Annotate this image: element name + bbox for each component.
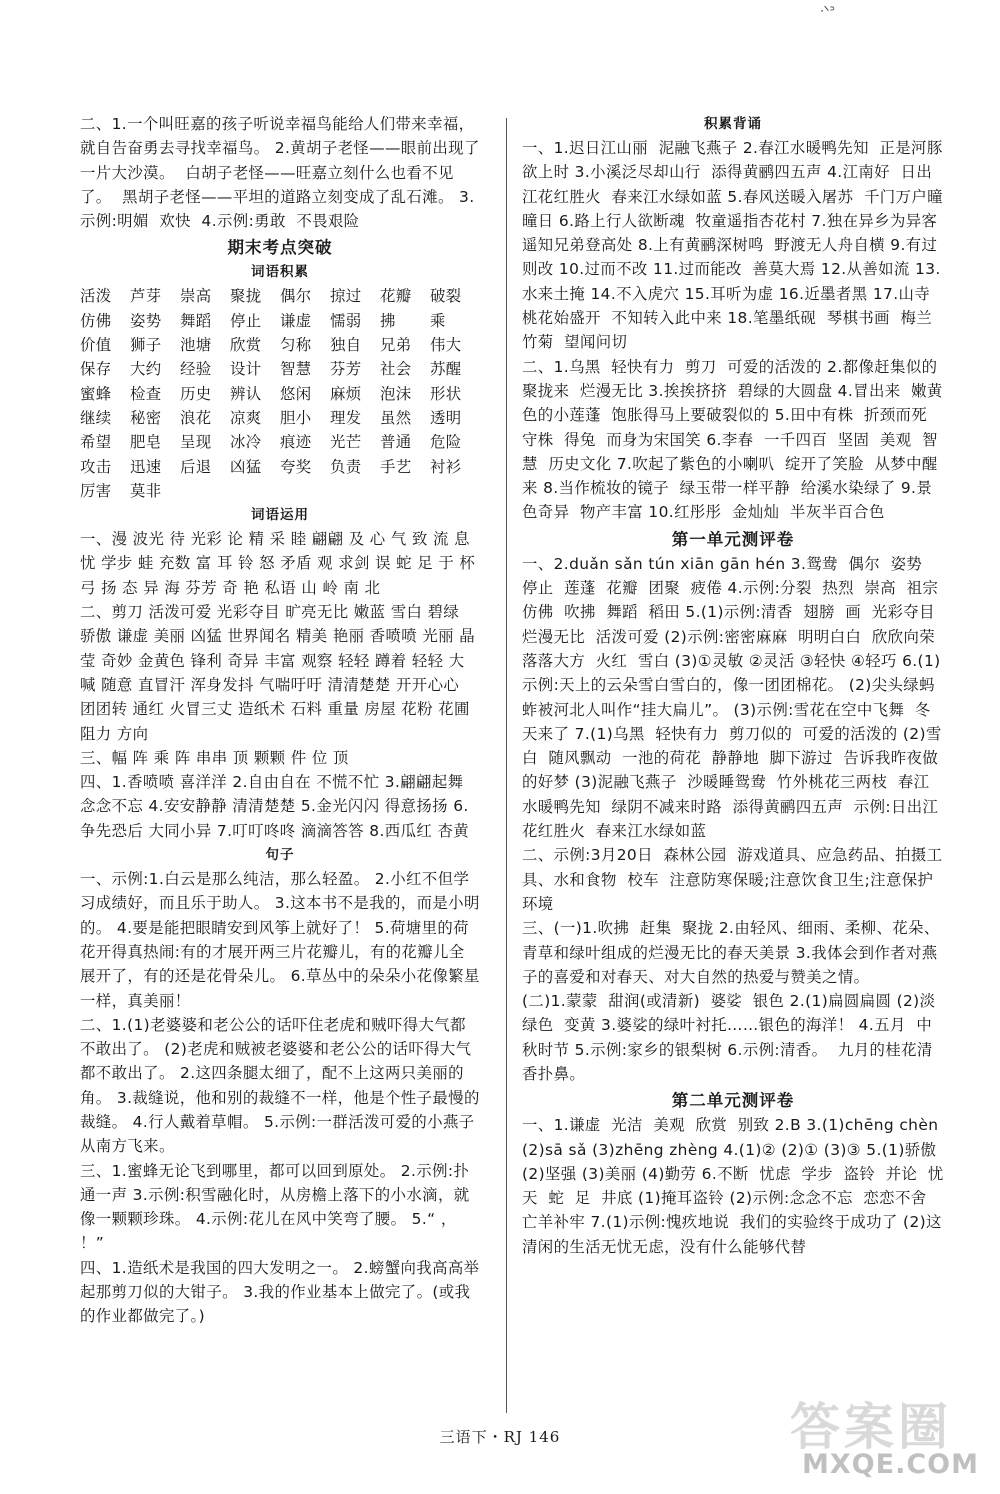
column-divider (506, 118, 507, 1413)
vocab-word: 聚拢 (230, 287, 262, 306)
vocab-word: 胆小 (280, 408, 312, 427)
vocab-word: 希望 (80, 433, 112, 452)
vocab-word: 辨认 (230, 384, 262, 403)
vocab-word: 凉爽 (230, 408, 262, 427)
unit2-test-title: 第二单元测评卷 (671, 1091, 795, 1111)
vocab-word: 掠过 (330, 287, 362, 306)
unit2-q1: 一、1.谦虚 光洁 美观 欣赏 别致 2.B 3.(1)chēng chèn (2)sā sǎ (3)zhēng zhèng 4.(1)② (2)① (3)③ 5.(1)骄傲 (2)坚强 (3)美丽 (4)勤劳 6.不断 忧虑 学步 盗铃 并论 忧天 蛇 足 井底 (1)掩耳盗铃 (2)示例:念念不忘 恋恋不舍 亡羊补牢 7.(1)示例:愧疚地说 我们的实验终于成功了 (2)这清闲的生活无忧无虑，没有什么能够代替 (522, 1116, 944, 1256)
corner-scribble: ᐧᐠᐣ (820, 4, 836, 20)
vocab-usage-heading: 词语运用 (251, 507, 309, 524)
vocab-word: 芬芳 (330, 360, 362, 379)
vocab-word: 普通 (380, 433, 412, 452)
recitation-heading: 积累背诵 (704, 116, 762, 132)
vocab-word: 悠闲 (280, 384, 312, 403)
vocab-word: 手艺 (380, 457, 412, 476)
vocab-word: 衬衫 (430, 457, 462, 476)
vocab-word: 谦虚 (280, 311, 312, 330)
unit1-q1: 一、2.duǎn sǎn tún xiān gān hén 3.鸳鸯 偶尔 姿势 停止 莲蓬 花瓣 团聚 疲倦 4.示例:分裂 热烈 崇高 祖宗 仿佛 吹拂 舞蹈 稻田 5.(1)示例:清香 翅膀 画 光彩夺目 烂漫无比 活泼可爱 (2)示例:密密麻麻 明明白白 欣欣向荣 落落大方 火红 雪白 (3)①灵敏 ②灵活 ③轻快 ④轻巧 6.(1)示例:天上的云朵雪白雪白的，像一团团棉花。 (2)尖头绿蚂蚱被河北人叫作“挂大扁儿”。 (3)示例:雪花在空中飞舞 冬天来了 7.(1)乌黑 轻快有力 剪刀似的 可爱的活泼的 (2)雪白 随风飘动 一池的荷花 静静地 脚下游过 告诉我昨夜做的好梦 (3)泥融飞燕子 沙暖睡鸳鸯 竹外桃花三两枝 春江水暖鸭先知 绿阴不减来时路 添得黄鹂四五声 示例:日出江花红胜火 春来江水绿如蓝 (522, 554, 949, 841)
recitation-q2: 二、1.乌黑 轻快有力 剪刀 可爱的活泼的 2.都像赶集似的聚拢来 烂漫无比 3.挨挨挤挤 碧绿的大圆盘 4.冒出来 嫩黄色的小莲蓬 饱胀得马上要破裂似的 5.田中有株 折颈而死 守株 得兔 而身为宋国笑 6.李春 一千四百 坚固 美观 智慧 历史文化 7.吹起了紫色的小喇叭 绽开了笑脸 从梦中醒来 8.当作梳妆的镜子 绿玉带一样平静 给溪水染绿了 9.景色奇异 物产丰富 10.红彤彤 金灿灿 半灰半百合色 (522, 357, 943, 522)
left-reading-answer: 二、1.一个叫旺嘉的孩子听说幸福鸟能给人们带来幸福，就自告奋勇去寻找幸福鸟。 2.黄胡子老怪——眼前出现了一片大沙漠。 白胡子老怪——旺嘉立刻什么也看不见了。 黑胡子老怪——平坦的道路立刻变成了乱石滩。 3.示例:明媚 欢快 4.示例:勇敢 不畏艰险 (80, 115, 480, 231)
vocab-word: 匀称 (280, 336, 312, 355)
vocab-word: 痕迹 (280, 433, 312, 452)
vocab-usage-q2: 二、剪刀 活泼可爱 光彩夺目 旷亮无比 嫩蓝 雪白 碧绿 骄傲 谦虚 美丽 凶猛 世界闻名 精美 艳丽 香喷喷 光丽 晶莹 奇妙 金黄色 锋利 奇异 丰富 观察 轻轻 蹲着 轻轻 大喊 随意 直冒汗 浑身发抖 气喘吁吁 清清楚楚 开开心心 团团转 通红 火冒三丈 造纸术 石料 重量 房屋 花粉 花圃 阻力 方向 (80, 603, 476, 743)
vocab-word: 迅速 (130, 457, 162, 476)
right-column (522, 112, 949, 1259)
vocab-word: 秘密 (130, 408, 162, 427)
vocab-word: 冰冷 (230, 433, 262, 452)
left-column (80, 112, 480, 1329)
vocab-word: 欣赏 (230, 336, 262, 355)
unit1-q3-part1: 三、(一)1.吹拂 赶集 聚拢 2.由轻风、细雨、柔柳、花朵、青草和绿叶组成的烂漫无比的春天美景 3.我体会到作者对燕子的喜爱和对春天、对大自然的热爱与赞美之情。 (522, 919, 940, 986)
vocab-word: 停止 (230, 311, 262, 330)
unit1-q3-part2: (二)1.蒙蒙 甜润(或清新) 婆娑 银色 2.(1)扁圆扁圆 (2)淡绿色 变黄 3.婆娑的绿叶衬托……银色的海洋！ 4.五月 中秋时节 5.示例:家乡的银梨树 6.示例:清香。 九月的桂花清香扑鼻。 (522, 992, 936, 1083)
watermark-logo-text: 答案圈 (790, 1398, 952, 1456)
sentences-q3: 三、1.蜜蜂无论飞到哪里，都可以回到原处。 2.示例:扑通一声 3.示例:积雪融化时，从房檐上落下的小水滴，就像一颗颗珍珠。 4.示例:花儿在风中笑弯了腰。 5.“ ， ！” (80, 1161, 470, 1253)
vocab-word: 光芒 (330, 433, 362, 452)
vocab-word: 大约 (130, 360, 162, 379)
vocab-word: 伟大 (430, 336, 462, 355)
site-watermark (772, 1385, 979, 1485)
watermark-url: MXQE.COM (802, 1449, 979, 1480)
vocab-word: 虽然 (380, 408, 412, 427)
vocab-word: 厉害 (80, 481, 112, 500)
vocab-word: 继续 (80, 408, 112, 427)
vocab-usage-q1: 一、漫 波光 待 光彩 论 精 采 睦 翩翩 及 心 气 致 流 息 忧 学步 蛙 充数 富 耳 铃 怒 矛盾 观 求剑 误 蛇 足 于 杯弓 扬 态 异 海 芬芳 奇 艳 私语 山 岭 南 北 (80, 530, 476, 597)
vocab-word: 后退 (180, 457, 212, 476)
vocab-word: 凶猛 (230, 457, 262, 476)
unit1-test-title: 第一单元测评卷 (671, 529, 795, 549)
vocab-word: 崇高 (180, 287, 212, 306)
vocab-word: 攻击 (80, 457, 112, 476)
vocab-word: 价值 (80, 336, 112, 355)
vocab-word: 独自 (330, 336, 362, 355)
vocab-word: 浪花 (180, 408, 212, 427)
recitation-q1: 一、1.迟日江山丽 泥融飞燕子 2.春江水暖鸭先知 正是河豚欲上时 3.小溪泛尽却山行 添得黄鹂四五声 4.江南好 日出江花红胜火 春来江水绿如蓝 5.春风送暖入屠苏 千门万户曈曈日 6.路上行人欲断魂 牧童遥指杏花村 7.独在异乡为异客 遥知兄弟登高处 8.上有黄鹂深树鸣 野渡无人舟自横 9.有过则改 10.过而不改 11.过而能改 善莫大焉 12.从善如流 13.水来土掩 14.不入虎穴 15.耳听为虚 16.近墨者黑 17.山寺桃花始盛开 不知转入此中来 18.笔墨纸砚 琴棋书画 梅兰竹菊 望闻问切 (522, 139, 948, 352)
vocab-word: 泡沫 (380, 384, 412, 403)
vocab-word: 兄弟 (380, 336, 412, 355)
unit1-q2: 二、示例:3月20日 森林公园 游戏道具、应急药品、拍摄工具、水和食物 校车 注意防寒保暖;注意饮食卫生;注意保护环境 (522, 846, 943, 913)
vocab-word: 偶尔 (280, 287, 312, 306)
vocab-usage-q4: 四、1.香喷喷 喜洋洋 2.自由自在 不慌不忙 3.翩翩起舞 念念不忘 4.安安静静 清清楚楚 5.金光闪闪 得意扬扬 6.争先恐后 大同小异 7.叮叮咚咚 滴滴答答 8.西瓜红 杏黄 (80, 773, 470, 840)
vocab-usage-q3: 三、幅 阵 乘 阵 串串 顶 颗颗 件 位 顶 (80, 748, 349, 767)
vocab-word: 姿势 (130, 311, 162, 330)
sentences-q4: 四、1.造纸术是我国的四大发明之一。 2.螃蟹向我高高举起那剪刀似的大钳子。 3.我的作业基本上做完了。(或我的作业都做完了。) (80, 1258, 480, 1326)
vocab-word: 舞蹈 (180, 311, 212, 330)
vocab-word: 乘 (430, 311, 446, 330)
sentences-heading: 句子 (265, 847, 295, 864)
final-exam-title: 期末考点突破 (227, 238, 333, 258)
vocab-word: 智慧 (280, 360, 312, 379)
vocab-word: 破裂 (430, 287, 462, 306)
vocab-word: 芦芽 (130, 287, 162, 306)
vocab-word: 形状 (430, 384, 462, 403)
vocab-word: 设计 (230, 360, 262, 379)
vocab-word: 呈现 (180, 433, 212, 452)
vocab-word: 社会 (380, 360, 412, 379)
vocab-word: 负责 (330, 457, 362, 476)
vocab-word: 麻烦 (330, 384, 362, 403)
vocab-word: 历史 (180, 384, 212, 403)
vocab-word: 懦弱 (330, 311, 362, 330)
vocab-word: 苏醒 (430, 360, 462, 379)
vocab-word: 仿佛 (80, 311, 112, 330)
sentences-q2: 二、1.(1)老婆婆和老公公的话吓住老虎和贼吓得大气都不敢出了。 (2)老虎和贼被老婆婆和老公公的话吓得大气都不敢出了。 2.这四条腿太细了，配不上这两只美丽的角。 3.裁缝说，他和别的裁缝不一样，他是个性子最慢的裁缝。 4.行人戴着草帽。 5.示例:一群活泼可爱的小燕子从南方飞来。 (80, 1015, 480, 1156)
vocab-word: 花瓣 (380, 287, 412, 306)
vocab-word: 肥皂 (130, 433, 162, 452)
vocab-word: 莫非 (130, 481, 162, 500)
vocab-word: 检查 (130, 384, 162, 403)
vocab-word: 危险 (430, 433, 462, 452)
vocab-word: 活泼 (80, 287, 112, 306)
page-footer: 三语下・RJ 146 (439, 1428, 561, 1446)
vocab-word: 经验 (180, 360, 212, 379)
vocab-word: 理发 (330, 408, 362, 427)
vocab-word: 保存 (80, 360, 112, 379)
vocab-word: 狮子 (130, 336, 162, 355)
vocab-word: 蜜蜂 (80, 384, 112, 403)
vocab-word: 透明 (430, 408, 462, 427)
vocab-word-grid (80, 284, 480, 503)
vocab-word: 夸奖 (280, 457, 312, 476)
vocab-word: 池塘 (180, 336, 212, 355)
vocab-accumulation-heading: 词语积累 (251, 264, 309, 281)
vocab-word: 拂 (380, 311, 396, 330)
sentences-q1: 一、示例:1.白云是那么纯洁，那么轻盈。 2.小红不但学习成绩好，而且乐于助人。 3.这本书不是我的，而是小明的。 4.要是能把眼睛安到风筝上就好了！ 5.荷塘里的荷花开得真热闹:有的才展开两三片花瓣儿，有的花瓣儿全展开了，有的还是花骨朵儿。 6.草丛中的朵朵小花像繁星一样，真美丽！ (80, 870, 480, 1010)
